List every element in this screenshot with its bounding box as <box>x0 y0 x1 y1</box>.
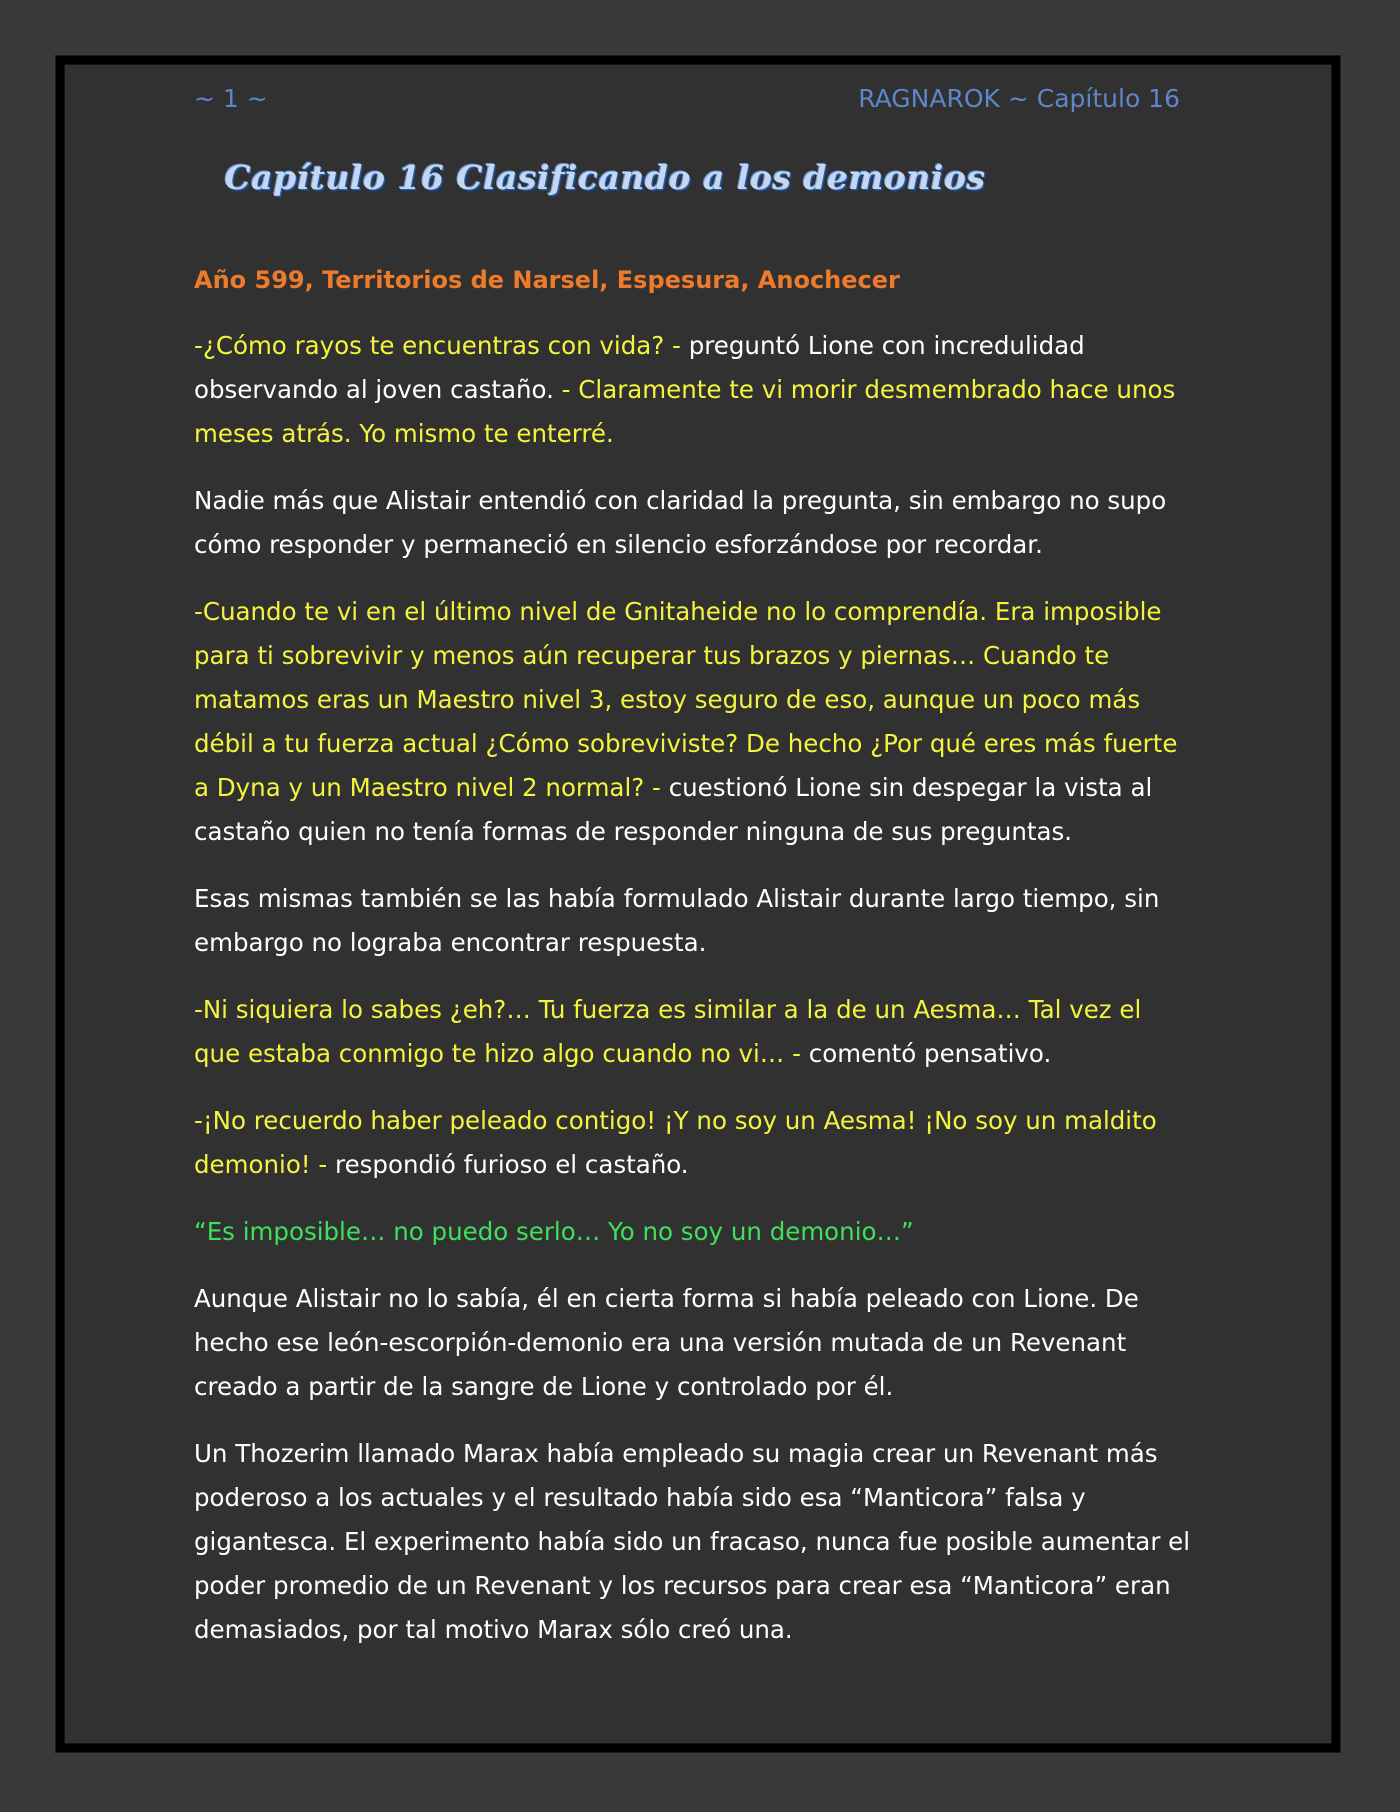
paragraph-6 <box>194 1099 1194 1187</box>
narration-text: preguntó Lione con incredulidad observando al joven castaño. <box>194 331 1085 404</box>
page-header <box>194 84 1180 120</box>
thought-text: “Es imposible… no puedo serlo… Yo no soy un demonio…” <box>194 1217 914 1246</box>
dialogue-text: - Claramente te vi morir desmembrado hace unos meses atrás. Yo mismo te enterré. <box>194 375 1176 448</box>
dialogue-text: -¡No recuerdo haber peleado contigo! ¡Y no soy un Aesma! ¡No soy un maldito demonio! - <box>194 1106 1157 1179</box>
scene-heading: Año 599, Territorios de Narsel, Espesura, Anochecer <box>194 266 900 294</box>
running-title: RAGNAROK ~ Capítulo 16 <box>858 84 1180 113</box>
dialogue-text: -¿Cómo rayos te encuentras con vida? - <box>194 331 689 360</box>
narration-text: cuestionó Lione sin despegar la vista al castaño quien no tenía formas de responder ninguna de sus preguntas. <box>194 773 1153 846</box>
paragraph-4: Esas mismas también se las había formulado Alistair durante largo tiempo, sin embargo no lograba encontrar respuesta. <box>194 884 1160 957</box>
narration-text: respondió furioso el castaño. <box>335 1150 689 1179</box>
chapter-body <box>194 258 1194 1675</box>
paragraph-9: Un Thozerim llamado Marax había empleado su magia crear un Revenant más poderoso a los actuales y el resultado había sido esa “Manticora” falsa y gigantesca. El experimento había sido un fracaso, nunca fue posible aumentar el poder promedio de un Revenant y los recursos para crear esa “Manticora” eran demasiados, por tal motivo Marax sólo creó una. <box>194 1439 1191 1644</box>
paragraph-1 <box>194 324 1194 456</box>
paragraph-2: Nadie más que Alistair entendió con claridad la pregunta, sin embargo no supo cómo responder y permaneció en silencio esforzándose por recordar. <box>194 486 1167 559</box>
chapter-title: Capítulo 16 Clasificando a los demonios <box>224 158 986 197</box>
dialogue-text: -Ni siquiera lo sabes ¿eh?… Tu fuerza es similar a la de un Aesma… Tal vez el que estaba conmigo te hizo algo cuando no vi… - <box>194 995 1142 1068</box>
dialogue-text: -Cuando te vi en el último nivel de Gnitaheide no lo comprendía. Era imposible para ti sobrevivir y menos aún recuperar tus brazos y piernas… Cuando te matamos eras un Maestro nivel 3, estoy seguro de eso, aunque un poco más débil a tu fuerza actual ¿Cómo sobreviviste? De hecho ¿Por qué eres más fuerte a Dyna y un Maestro nivel 2 normal? - <box>194 597 1178 802</box>
paragraph-3 <box>194 590 1194 854</box>
page-number: ~ 1 ~ <box>194 84 268 113</box>
paragraph-8: Aunque Alistair no lo sabía, él en cierta forma si había peleado con Lione. De hecho ese león-escorpión-demonio era una versión mutada de un Revenant creado a partir de la sangre de Lione y controlado por él. <box>194 1284 1139 1401</box>
narration-text: comentó pensativo. <box>808 1039 1052 1068</box>
paragraph-5 <box>194 988 1194 1076</box>
